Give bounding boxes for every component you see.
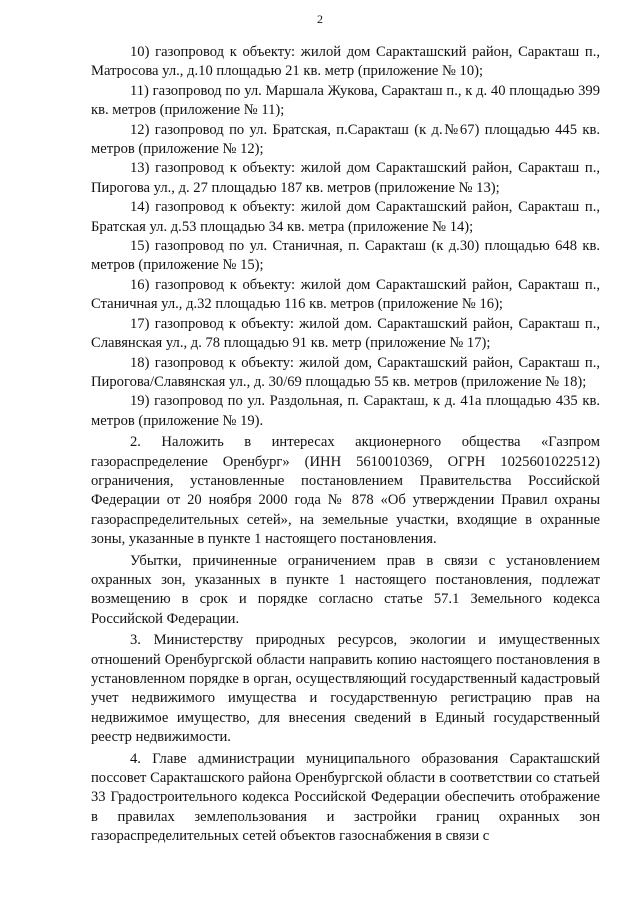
list-item-18: 18) газопровод к объекту: жилой дом, Саракташский район, Саракташ п., Пирогова/Славянская ул., д. 30/69 площадью 55 кв. метров (приложение № 18); [91,354,600,390]
clause-4: 4. Главе администрации муниципального образования Саракташский поссовет Саракташского района Оренбургской области в соответствии со статьей 33 Градостроительного кодекса Российской Федерации обеспечить отображение в правилах землепользования и застройки границ охранных зон газораспределительных сетей объектов газоснабжения в связи с [91,750,600,845]
clause-3: 3. Министерству природных ресурсов, экологии и имущественных отношений Оренбургской области направить копию настоящего постановления в установленном порядке в орган, осуществляющий государственный кадастровый учет недвижимого имущества и государственную регистрацию прав на недвижимое имущество, для внесения сведений в Единый государственный реестр недвижимости. [91,632,600,746]
list-item-19: 19) газопровод по ул. Раздольная, п. Саракташ, к д. 41а площадью 435 кв. метров (приложение № 19). [91,393,600,429]
list-item-11: 11) газопровод по ул. Маршала Жукова, Саракташ п., к д. 40 площадью 399 кв. метров (приложение № 11); [91,82,600,119]
list-item-14: 14) газопровод к объекту: жилой дом Саракташский район, Саракташ п., Братская ул. д.53 площадью 34 кв. метра (приложение № 14); [91,199,600,235]
list-item-17: 17) газопровод к объекту: жилой дом. Саракташский район, Саракташ п., Славянская ул., д. 78 площадью 91 кв. метр (приложение № 17); [91,315,600,352]
document-body [91,43,600,847]
clause-2: 2. Наложить в интересах акционерного общества «Газпром газораспределение Оренбург» (ИНН 5610010369, ОГРН 1025601022512) ограничения, установленные постановлением Правительства Российской Федерации от 20 ноября 2000 года № 878 «Об утверждении Правил охраны газораспределительных сетей», на земельные участки, входящие в охранные зоны, указанные в пункте 1 настоящего постановления. [91,434,600,548]
list-item-13: 13) газопровод к объекту: жилой дом Саракташский район, Саракташ п., Пирогова ул., д. 27 площадью 187 кв. метров (приложение № 13); [91,160,600,196]
list-item-16: 16) газопровод к объекту: жилой дом Саракташский район, Саракташ п., Станичная ул., д.32 площадью 116 кв. метров (приложение № 16); [91,276,600,313]
list-item-12: 12) газопровод по ул. Братская, п.Саракташ (к д.№67) площадью 445 кв. метров (приложение № 12); [91,121,600,158]
clause-2-damages: Убытки, причиненные ограничением прав в связи с установлением охранных зон, указанных в пункте 1 настоящего постановления, подлежат возмещению в срок и порядке согласно статье 57.1 Земельного кодекса Российской Федерации. [91,552,600,627]
list-item-15: 15) газопровод по ул. Станичная, п. Саракташ (к д.30) площадью 648 кв. метров (приложение № 15); [91,238,600,274]
page-number: 2 [317,12,323,26]
list-item-10: 10) газопровод к объекту: жилой дом Саракташский район, Саракташ п., Матросова ул., д.10 площадью 21 кв. метр (приложение № 10); [91,44,600,80]
